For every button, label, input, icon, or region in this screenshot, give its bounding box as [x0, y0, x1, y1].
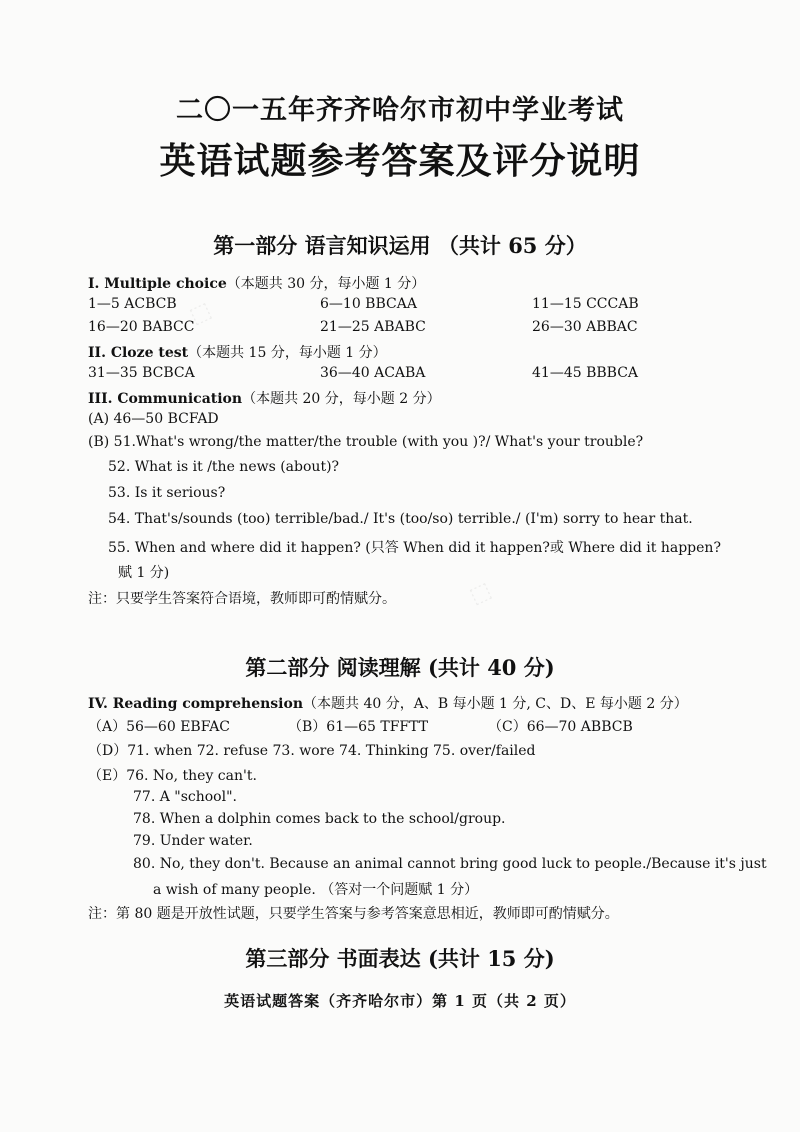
sec2-header [88, 342, 387, 362]
reading-d-row: （D）71. when 72. refuse 73. wore 74. Thinking 75. over/failed [88, 743, 536, 759]
sec3-label: III. Communication [88, 391, 243, 407]
sec1-note: （本题共 30 分，每小题 1 分） [226, 276, 426, 292]
sec4-note: （本题共 40 分，A、B 每小题 1 分, C、D、E 每小题 2 分） [303, 696, 688, 712]
sec2-label: II. Cloze test [88, 345, 189, 361]
answer-row-3 [88, 365, 748, 381]
reading-e76: （E）76. No, they can't. [88, 768, 257, 784]
sec1-header [88, 273, 425, 293]
watermark-icon: ⬚ [465, 576, 496, 610]
part2-note: 注：第 80 题是开放性试题，只要学生答案与参考答案意思相近，教师即可酌情赋分。 [88, 906, 619, 922]
reading-e78: 78. When a dolphin comes back to the school/group. [133, 811, 506, 827]
answer-group: 31—35 BCBCA [88, 365, 195, 381]
comm-b53: 53. Is it serious? [108, 485, 226, 501]
part1-note: 注：只要学生答案符合语境，教师即可酌情赋分。 [88, 591, 396, 607]
comm-b52: 52. What is it /the news (about)? [108, 459, 340, 475]
reading-e80-cont: a wish of many people. （答对一个问题赋 1 分） [153, 882, 479, 898]
comm-b51: (B) 51.What's wrong/the matter/the trouble (with you )?/ What's your trouble? [88, 434, 644, 450]
comm-b55-cont: 赋 1 分) [118, 565, 170, 581]
answer-row-2 [88, 319, 748, 335]
answer-group: 1—5 ACBCB [88, 296, 177, 312]
answer-group: 21—25 ABABC [320, 319, 426, 335]
part1-heading: 第一部分 语言知识运用 （共计 65 分） [213, 233, 587, 258]
answer-group: 6—10 BBCAA [320, 296, 417, 312]
answer-group: （C）66—70 ABBCB [488, 719, 633, 735]
sec4-label: IV. Reading comprehension [88, 696, 304, 712]
sec4-header [88, 693, 688, 713]
watermark-icon: ⬚ [185, 296, 216, 330]
part2-heading: 第二部分 阅读理解 (共计 40 分) [245, 655, 555, 680]
part3-heading: 第三部分 书面表达 (共计 15 分) [245, 946, 555, 971]
answer-group: 41—45 BBBCA [532, 365, 639, 381]
answer-group: （B）61—65 TFFTT [288, 719, 429, 735]
answer-group: 36—40 ACABA [320, 365, 426, 381]
reading-e80: 80. No, they don't. Because an animal cannot bring good luck to people./Because it's just [133, 856, 767, 872]
reading-e79: 79. Under water. [133, 833, 253, 849]
page-footer: 英语试题答案（齐齐哈尔市）第 1 页（共 2 页） [224, 992, 576, 1010]
reading-e77: 77. A "school". [133, 789, 237, 805]
sec2-note: （本题共 15 分，每小题 1 分） [188, 345, 387, 361]
sec3-note: （本题共 20 分，每小题 2 分） [242, 391, 441, 407]
answer-group: 16—20 BABCC [88, 319, 195, 335]
comm-b54: 54. That's/sounds (too) terrible/bad./ It's (too/so) terrible./ (I'm) sorry to hear that. [108, 511, 693, 527]
page-title: 二〇一五年齐齐哈尔市初中学业考试 [176, 95, 624, 126]
answer-group: 26—30 ABBAC [532, 319, 638, 335]
answer-group: 11—15 CCCAB [532, 296, 639, 312]
answer-row-1 [88, 296, 748, 312]
sec3-header [88, 388, 441, 408]
comm-b55: 55. When and where did it happen? (只答 When did it happen?或 Where did it happen? [108, 540, 721, 556]
answer-group: （A）56—60 EBFAC [88, 719, 231, 735]
comm-a: (A) 46—50 BCFAD [88, 411, 219, 427]
page-subtitle: 英语试题参考答案及评分说明 [159, 140, 641, 182]
sec1-label: I. Multiple choice [88, 276, 227, 292]
reading-abc-row [88, 716, 748, 736]
